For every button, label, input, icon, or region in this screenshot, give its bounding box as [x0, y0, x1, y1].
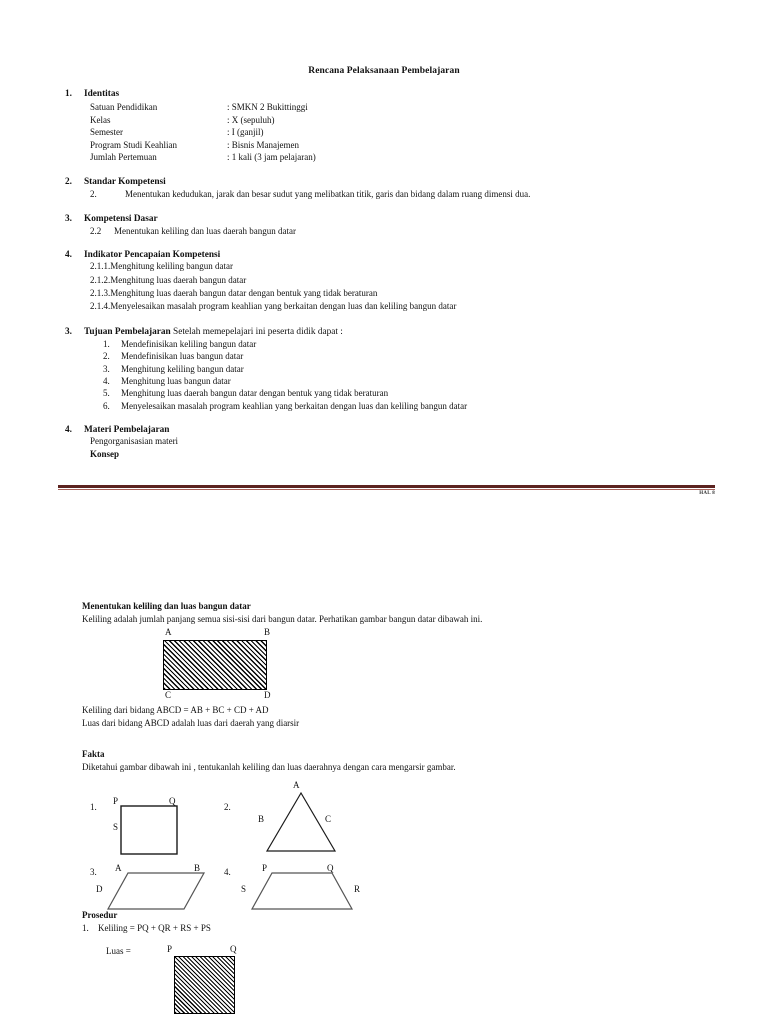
figure-abcd-label-b: B	[264, 627, 271, 638]
tujuan-text: Menghitung luas bangun datar	[121, 376, 231, 386]
trapezoid-label-s: S	[241, 884, 247, 895]
standar-kompetensi-text: Menentukan kedudukan, jarak dan besar sudut yang melibatkan titik, garis dan bidang dalam ruang dimensi dua.	[125, 188, 531, 199]
tujuan-list	[63, 338, 713, 412]
page-2-body	[82, 600, 713, 1014]
parallelogram-label-d: D	[96, 884, 103, 895]
section-number: 3.	[65, 326, 72, 337]
section-heading-standar-kompetensi	[63, 177, 713, 187]
tujuan-item	[103, 387, 713, 399]
tujuan-number: 5.	[103, 388, 110, 399]
kompetensi-dasar-item	[63, 225, 713, 238]
fakta-shape-grid	[82, 779, 713, 907]
prosedur-heading: Prosedur	[82, 910, 118, 921]
document-page-2	[0, 600, 768, 1014]
triangle-shape	[265, 791, 337, 853]
figure-abcd	[82, 626, 713, 704]
section-title: Tujuan Pembelajaran	[84, 326, 171, 337]
identitas-value: : X (sepuluh)	[227, 114, 275, 125]
divider-bar	[58, 485, 715, 488]
indikator-list	[63, 260, 713, 314]
tujuan-text: Mendefinisikan luas bangun datar	[121, 351, 244, 362]
hatched-rectangle	[163, 640, 267, 690]
luas-label: Luas =	[106, 945, 131, 956]
tujuan-number: 6.	[103, 400, 110, 411]
kompetensi-dasar-text: Menentukan keliling dan luas daerah bangun datar	[114, 225, 296, 236]
figure-abcd-label-a: A	[165, 627, 172, 638]
standar-kompetensi-code: 2.	[90, 188, 97, 199]
indikator-item: 2.1.1.Menghitung keliling bangun datar	[90, 261, 233, 272]
divider-accent-line	[58, 489, 715, 490]
prosedur-section	[82, 909, 713, 1014]
identitas-list	[63, 101, 713, 164]
section-number: 3.	[65, 213, 72, 224]
triangle-label-a: A	[293, 780, 300, 791]
indikator-item: 2.1.2.Menghitung luas daerah bangun datar	[90, 274, 247, 285]
section-number: 4.	[65, 425, 72, 436]
section-heading-tujuan	[63, 327, 713, 337]
trapezoid-label-r: R	[354, 884, 361, 895]
fakta-heading: Fakta	[82, 749, 105, 760]
section-title: Kompetensi Dasar	[84, 213, 158, 224]
square-label-s: S	[113, 822, 119, 833]
prosedur-item	[82, 922, 713, 935]
figure-luas-pq	[82, 944, 713, 1014]
tujuan-item	[103, 400, 713, 412]
square-shape	[120, 805, 178, 855]
trapezoid-label-q: Q	[327, 863, 334, 874]
tujuan-item	[103, 363, 713, 375]
indikator-item: 2.1.4.Menyelesaikan masalah program keahlian yang berkaitan dengan luas dan keliling bangun datar	[90, 301, 457, 312]
fakta-intro: Diketahui gambar dibawah ini , tentukanlah keliling dan luas daerahnya dengan cara mengarsir gambar.	[82, 761, 456, 772]
identitas-key: Program Studi Keahlian	[90, 139, 177, 150]
section-heading-kompetensi-dasar	[63, 214, 713, 224]
tujuan-text: Menghitung keliling bangun datar	[121, 363, 244, 374]
shape-number-2: 2.	[224, 802, 231, 813]
section-title: Standar Kompetensi	[84, 176, 166, 187]
keliling-intro: Keliling adalah jumlah panjang semua sisi-sisi dari bangun datar. Perhatikan gambar bangun datar dibawah ini.	[82, 613, 483, 624]
section-heading-identitas	[63, 89, 713, 99]
parallelogram-label-b: B	[194, 863, 201, 874]
prosedur-item-text: Keliling = PQ + QR + RS + PS	[98, 922, 211, 933]
kompetensi-dasar-code: 2.2	[90, 225, 102, 236]
figure-luas-label-q: Q	[230, 943, 237, 954]
prosedur-item-number: 1.	[82, 922, 89, 933]
square-label-q: Q	[169, 796, 176, 807]
materi-line-2: Konsep	[90, 448, 120, 459]
identitas-row	[90, 114, 713, 127]
identitas-value: : I (ganjil)	[227, 127, 264, 138]
section-title: Materi Pembelajaran	[84, 425, 170, 436]
page-1-body	[63, 89, 713, 460]
tujuan-text: Mendefinisikan keliling bangun datar	[121, 338, 257, 349]
parallelogram-label-a: A	[115, 863, 122, 874]
tujuan-number: 1.	[103, 338, 110, 349]
tujuan-text: Menghitung luas daerah bangun datar dengan bentuk yang tidak beraturan	[121, 388, 389, 399]
identitas-key: Kelas	[90, 114, 111, 125]
triangle-label-b: B	[258, 814, 265, 825]
keliling-formula-1: Keliling dari bidang ABCD = AB + BC + CD + AD	[82, 705, 269, 716]
figure-abcd-label-d: D	[264, 690, 271, 701]
section-heading-indikator	[63, 250, 713, 260]
page-divider	[58, 485, 715, 496]
shape-number-1: 1.	[90, 802, 97, 813]
identitas-value: : SMKN 2 Bukittinggi	[227, 102, 308, 112]
tujuan-number: 2.	[103, 351, 110, 362]
shape-number-4: 4.	[224, 867, 231, 878]
identitas-row	[90, 151, 713, 164]
section-title: Indikator Pencapaian Kompetensi	[84, 250, 221, 261]
keliling-heading: Menentukan keliling dan luas bangun datar	[82, 601, 251, 611]
triangle-label-c: C	[325, 814, 332, 825]
identitas-value: : Bisnis Manajemen	[227, 139, 299, 150]
shape-number-3: 3.	[90, 867, 97, 878]
section-heading-materi	[63, 425, 713, 435]
document-page-1	[0, 0, 768, 496]
keliling-formula-2: Luas dari bidang ABCD adalah luas dari daerah yang diarsir	[82, 717, 300, 728]
tujuan-item	[103, 338, 713, 350]
section-number: 2.	[65, 176, 72, 187]
identitas-key: Semester	[90, 127, 123, 138]
tujuan-item	[103, 350, 713, 362]
parallelogram-shape	[106, 871, 206, 911]
materi-line-1: Pengorganisasian materi	[90, 436, 179, 447]
hatched-square	[174, 956, 235, 1014]
section-number: 1.	[65, 89, 72, 99]
section-title: Identitas	[84, 89, 120, 99]
identitas-row	[90, 101, 713, 114]
tujuan-number: 3.	[103, 363, 110, 374]
document-title: Rencana Pelaksanaan Pembelajaran	[308, 66, 460, 76]
page-footer-label: HAL 8	[699, 491, 715, 496]
square-label-p: P	[113, 796, 119, 807]
identitas-key: Jumlah Pertemuan	[90, 152, 157, 163]
tujuan-item	[103, 375, 713, 387]
tujuan-text: Menyelesaikan masalah program keahlian yang berkaitan dengan luas dan keliling bangun datar	[121, 400, 468, 411]
trapezoid-label-p: P	[262, 863, 268, 874]
standar-kompetensi-item	[63, 188, 713, 201]
identitas-key: Satuan Pendidikan	[90, 102, 158, 112]
figure-luas-label-p: P	[167, 943, 173, 954]
trapezoid-shape	[250, 871, 354, 911]
section-number: 4.	[65, 250, 72, 261]
figure-abcd-label-c: C	[165, 690, 172, 701]
tujuan-number: 4.	[103, 376, 110, 386]
indikator-item: 2.1.3.Menghitung luas daerah bangun datar dengan bentuk yang tidak beraturan	[90, 287, 378, 298]
section-title-tail: Setelah memepelajari ini peserta didik dapat :	[170, 326, 343, 337]
identitas-value: : 1 kali (3 jam pelajaran)	[227, 152, 316, 163]
identitas-row	[90, 139, 713, 152]
identitas-row	[90, 126, 713, 139]
